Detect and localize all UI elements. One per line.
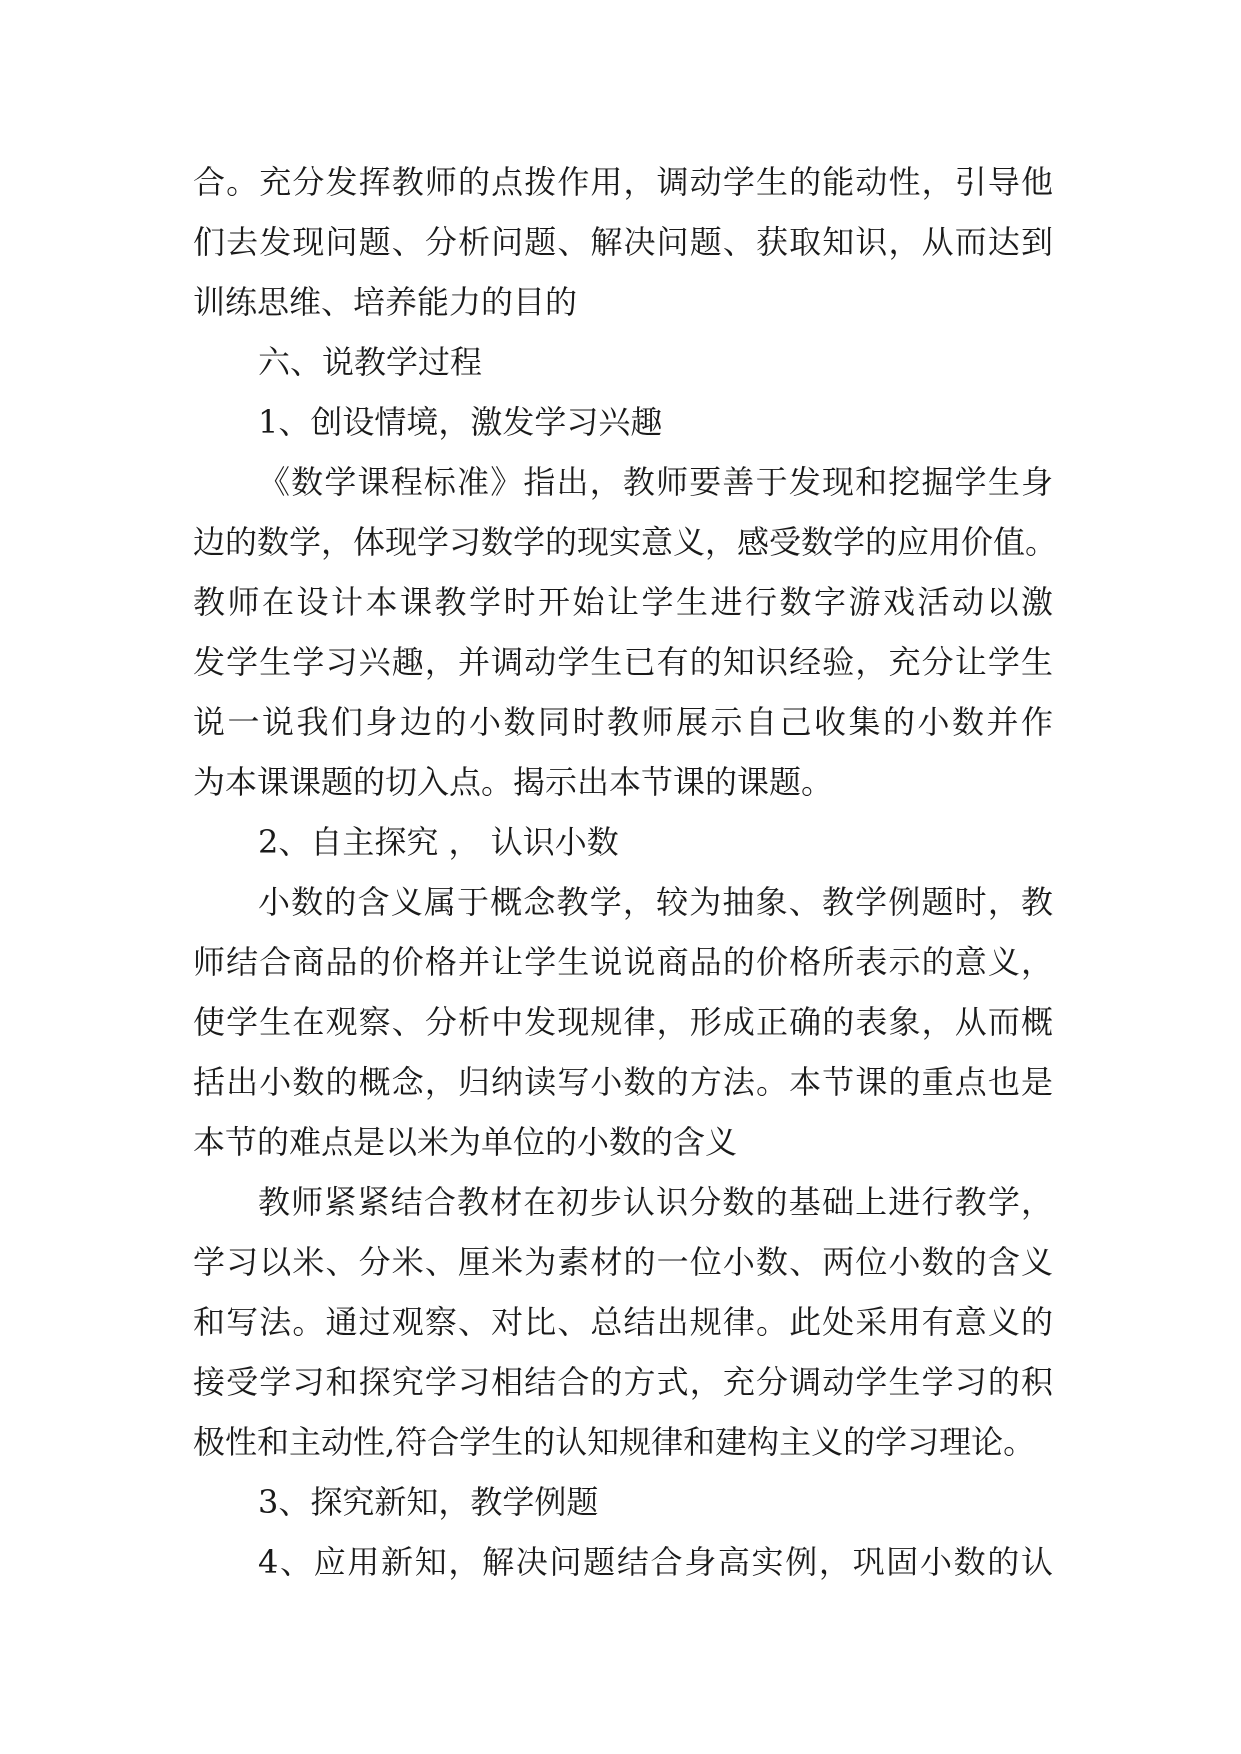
text-line: 本节的难点是以米为单位的小数的含义 bbox=[193, 1123, 738, 1161]
subsection-heading: 3、探究新知，教学例题 bbox=[258, 1483, 599, 1521]
text-line: 学习以米、分米、厘米为素材的一位小数、两位小数的含义 bbox=[193, 1243, 1053, 1281]
text-line: 和写法。通过观察、对比、总结出规律。此处采用有意义的 bbox=[193, 1303, 1053, 1341]
text-line: 4、应用新知，解决问题结合身高实例，巩固小数的认 bbox=[258, 1543, 1053, 1581]
text-line: 师结合商品的价格并让学生说说商品的价格所表示的意义， bbox=[193, 943, 1053, 981]
text-line: 边的数学，体现学习数学的现实意义，感受数学的应用价值。 bbox=[193, 523, 1058, 561]
text-line: 教师紧紧结合教材在初步认识分数的基础上进行教学， bbox=[258, 1183, 1053, 1221]
text-line: 为本课课题的切入点。揭示出本节课的课题。 bbox=[193, 763, 834, 801]
text-line: 小数的含义属于概念教学，较为抽象、教学例题时，教 bbox=[258, 883, 1053, 921]
text-line: 极性和主动性,符合学生的认知规律和建构主义的学习理论。 bbox=[193, 1423, 1036, 1461]
subsection-heading: 2、自主探究 ， 认识小数 bbox=[258, 823, 619, 861]
text-line: 教师在设计本课教学时开始让学生进行数字游戏活动以激 bbox=[193, 583, 1053, 621]
text-line: 合。充分发挥教师的点拨作用，调动学生的能动性，引导他 bbox=[193, 163, 1053, 201]
subsection-heading: 1、创设情境，激发学习兴趣 bbox=[258, 403, 663, 441]
text-line: 《数学课程标准》指出，教师要善于发现和挖掘学生身 bbox=[258, 463, 1053, 501]
text-line: 训练思维、培养能力的目的 bbox=[193, 283, 578, 321]
text-line: 们去发现问题、分析问题、解决问题、获取知识，从而达到 bbox=[193, 223, 1053, 261]
text-line: 说一说我们身边的小数同时教师展示自己收集的小数并作 bbox=[193, 703, 1053, 741]
section-heading: 六、说教学过程 bbox=[258, 343, 483, 381]
text-line: 括出小数的概念，归纳读写小数的方法。本节课的重点也是 bbox=[193, 1063, 1053, 1101]
text-line: 发学生学习兴趣，并调动学生已有的知识经验，充分让学生 bbox=[193, 643, 1053, 681]
text-line: 接受学习和探究学习相结合的方式，充分调动学生学习的积 bbox=[193, 1363, 1053, 1401]
text-line: 使学生在观察、分析中发现规律，形成正确的表象，从而概 bbox=[193, 1003, 1053, 1041]
